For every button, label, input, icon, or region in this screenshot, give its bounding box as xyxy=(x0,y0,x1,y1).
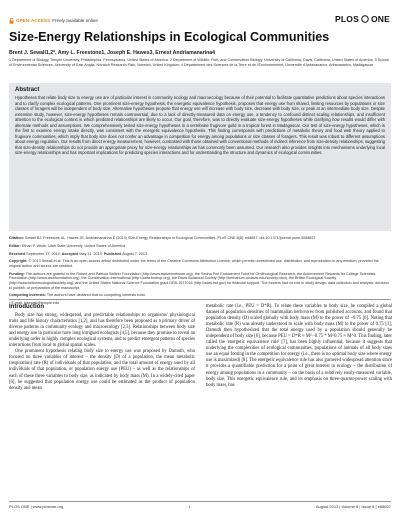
body-paragraph: Body size has strong, widespread, and predictable relationships to organisms' physiological traits and life history characteristics [1,2], and has therefore been proposed as a primary driver of diverse patterns in community ecology and macroecology [2,3]. Relationships between body size and energy use in particular have long intrigued ecologists [4,5], because they promise to reveal an underlying order in highly complex ecological systems, and to predict emergent patterns of species interactions from local to global spatial scales. xyxy=(9,313,195,349)
abstract-text: Hypotheses that relate body size to energy use are of particular interest in community ecology and macroecology because of their potential to facilitate quantitative predictions about species interactions and to clarify complex ecological patterns. One prominent size-energy hypothesis, the energetic equivalence hypothesis, proposes that energy use from shared, limiting resources by populations or size classes of foragers will be independent of body size. Alternative hypotheses propose that energy use will increase with body size, decrease with body size, or peak at an intermediate body size. Despite extensive study, however, size-energy hypotheses remain controversial, due to a lack of directly-measured data on energy use, a tendency to confound distinct scaling relationships, and insufficient attention to the ecological context in which predicted relationships are likely to occur. Our goal, therefore, was to directly evaluate size-energy hypotheses while clarifying how results would differ with alternate methods and assumptions. We comprehensively tested size-energy hypotheses in a vertebrate frugivore guild in a tropical forest in Madagascar. Our test of size-energy hypotheses, which is the first to examine energy intake directly, was consistent with the energetic equivalence hypothesis. This finding corresponds with predictions of metabolic theory and food web theory applied to frugivore communities, which imply that body size does not confer an advantage in competition for energy among populations or size classes of foragers. This result was robust to different assumptions about energy regulation. Our results from direct energy measurement, however, contrasted with those obtained with conventional methods of indirect inference from size-density relationships, suggesting that size-density relationships do not provide an appropriate proxy for size-energy relationships as has commonly been assumed. Our research also provides insights into mechanisms underlying local size-energy relationships and has important implications for predicting species interactions and for understanding the structure and dynamics of ecological communities. xyxy=(15,95,385,156)
section-divider xyxy=(9,299,391,300)
published-date: August 7, 2013 xyxy=(122,251,148,256)
copyright-line xyxy=(9,259,391,268)
funding-line xyxy=(9,272,391,290)
citation-label: Citation: xyxy=(9,236,24,240)
body-left-column xyxy=(9,304,195,392)
plos-logo-text: PLOS xyxy=(335,14,359,24)
citation-text: Sewall BJ, Freestone AL, Hawes JE, Andriamanarina E (2013) Size-Energy Relationships in Ecological Communities. PLoS ONE 8(8): e68657. doi:10.1371/journal.pone.0068657 xyxy=(24,236,316,240)
oa-access-label: ACCESS xyxy=(31,18,51,23)
competing-interests-line xyxy=(9,293,391,298)
introduction-heading: Introduction xyxy=(9,304,44,310)
received-date: September 17, 2012; xyxy=(26,251,61,256)
footer-issue: August 2013 | Volume 8 | Issue 8 | e68657 xyxy=(315,504,391,509)
open-access-badge[interactable] xyxy=(9,17,98,24)
page-footer xyxy=(9,504,391,509)
copyright-label: Copyright: xyxy=(9,259,28,264)
abstract-heading: Abstract xyxy=(15,87,40,93)
accepted-date: May 31, 2013; xyxy=(79,251,103,256)
freely-available-label: Freely available online xyxy=(52,18,98,23)
competing-label: Competing Interests: xyxy=(9,293,46,298)
open-lock-icon xyxy=(9,18,14,24)
body-right-column xyxy=(206,304,392,389)
accepted-label: Accepted xyxy=(61,251,79,256)
abstract-box xyxy=(9,83,391,231)
footer-divider xyxy=(9,501,391,502)
copyright-text: © 2013 Sewall et al. This is an open-access article distributed under the terms of the Creative Commons Attribution License, which permits unrestricted use, distribution, and reproduction in any medium, provided the original author and source are credited. xyxy=(9,259,379,268)
author-list: Brent J. Sewall1,2*, Amy L. Freestone1, Joseph E. Hawes3, Ernest Andriamanarina4 xyxy=(9,50,216,56)
plos-logo-suffix: ONE xyxy=(370,14,390,24)
article-title: Size-Energy Relationships in Ecological Communities xyxy=(9,30,330,44)
footer-journal[interactable]: PLOS ONE | www.plosone.org xyxy=(9,504,64,509)
plos-one-logo[interactable] xyxy=(335,14,390,24)
body-paragraph: metabolic rate (i.e., PEU = D*R). To relate these variables to body size, he compiled a global dataset of population densities of mammalian herbivores from published accounts, and found that population density (D) scaled globally with body mass (M) to the power of −0.75 [6]. Noting that metabolic rate (R) was already understood to scale with body mass (M) to the power of 0.75 [1], Damuth then hypothesized that the total energy used by a population should generally be independent of body size [6], because PEU = D*R ≈ M^−0.75 * M^0.75 ≈ M^0. This finding, later called the 'energetic equivalence rule' [7], has been highly influential, because it suggests that underlying the complexities of ecological communities, populations of animals of all body sizes use an equal footing in the competition for energy (i.e., there is no optimal body size where energy use is maximized) [8]. The energetic equivalence rule has also garnered widespread attention since it provides a quantifiable prediction for a point of great interest in ecology – the distribution of energy among populations in a community – on the basis of a relatively easily-measured variable, body size. This energetic equivalence rule, and its emphasis on three-quarter-power scaling with body mass, has xyxy=(206,304,392,388)
plos-circle-icon xyxy=(361,15,369,23)
oa-open-label: OPEN xyxy=(16,18,30,23)
article-metadata xyxy=(9,236,391,309)
affiliations: 1 Department of Biology, Temple University, Philadelphia, Pennsylvania, United States of America, 2 Department of Wildlife, Fish, and Conservation Biology, University of California, Davis, California, United States of America, 3 School of Environmental Sciences, University of East Anglia, Norwich Research Park, Norwich, United Kingdom, 4 Département des Sciences de la Terre et de l'Environnement, Université d'Antananarivo, Antananarivo, Madagascar xyxy=(9,58,389,67)
dates-line xyxy=(9,252,391,257)
citation-line xyxy=(9,236,391,241)
funding-label: Funding: xyxy=(9,271,25,276)
body-paragraph: One prominent hypothesis relating body size to energy use was proposed by Damuth, who focused on three variables of interest – the density (D) of a population, the mean metabolic (respiration) rate (R) of individuals of that population, and the total amount of energy used by all individuals of that population, or population energy use (PEU) – as well as the relationships of each of these three variables to body size, as indicated by body mass (M). In a widely-cited paper [6], he suggested that population energy use could be estimated as the product of population density and mean xyxy=(9,349,195,391)
competing-text: The authors have declared that no competing interests exist. xyxy=(46,293,146,298)
editor-line xyxy=(9,244,391,249)
published-label: Published xyxy=(103,251,122,256)
funding-text: The authors are grateful to the Robert and Patricia Switzer Foundation (http://www.switzernetwork.org), the Sedna Peri Endowment Fund for Ornithological Research, the Achievement Rewards for College Scientists Foundation (http://www.arcsfoundation.org), the Conservation International (http://www.biotrop.org), the Davis Botanical Society (http://herbarium.ucdavis.edu/society.html), the British Ecological Society (http://www.britishecologicalsociety.org), and the United States National Science Foundation grant DEB-1027016 (http://www.nsf.gov) for financial support. The funders had no role in study design, data collection and analysis, decision to publish, or preparation of the manuscript. xyxy=(9,271,389,290)
editor-label: Editor: xyxy=(9,243,21,248)
editor-text: Ethan P. White, Utah State University, United States of America xyxy=(21,243,126,248)
footer-page-number: 1 xyxy=(188,504,191,509)
corresponding-email[interactable]: * E-mail: bjsewall@temple.edu xyxy=(9,301,60,306)
received-label: Received xyxy=(9,251,26,256)
